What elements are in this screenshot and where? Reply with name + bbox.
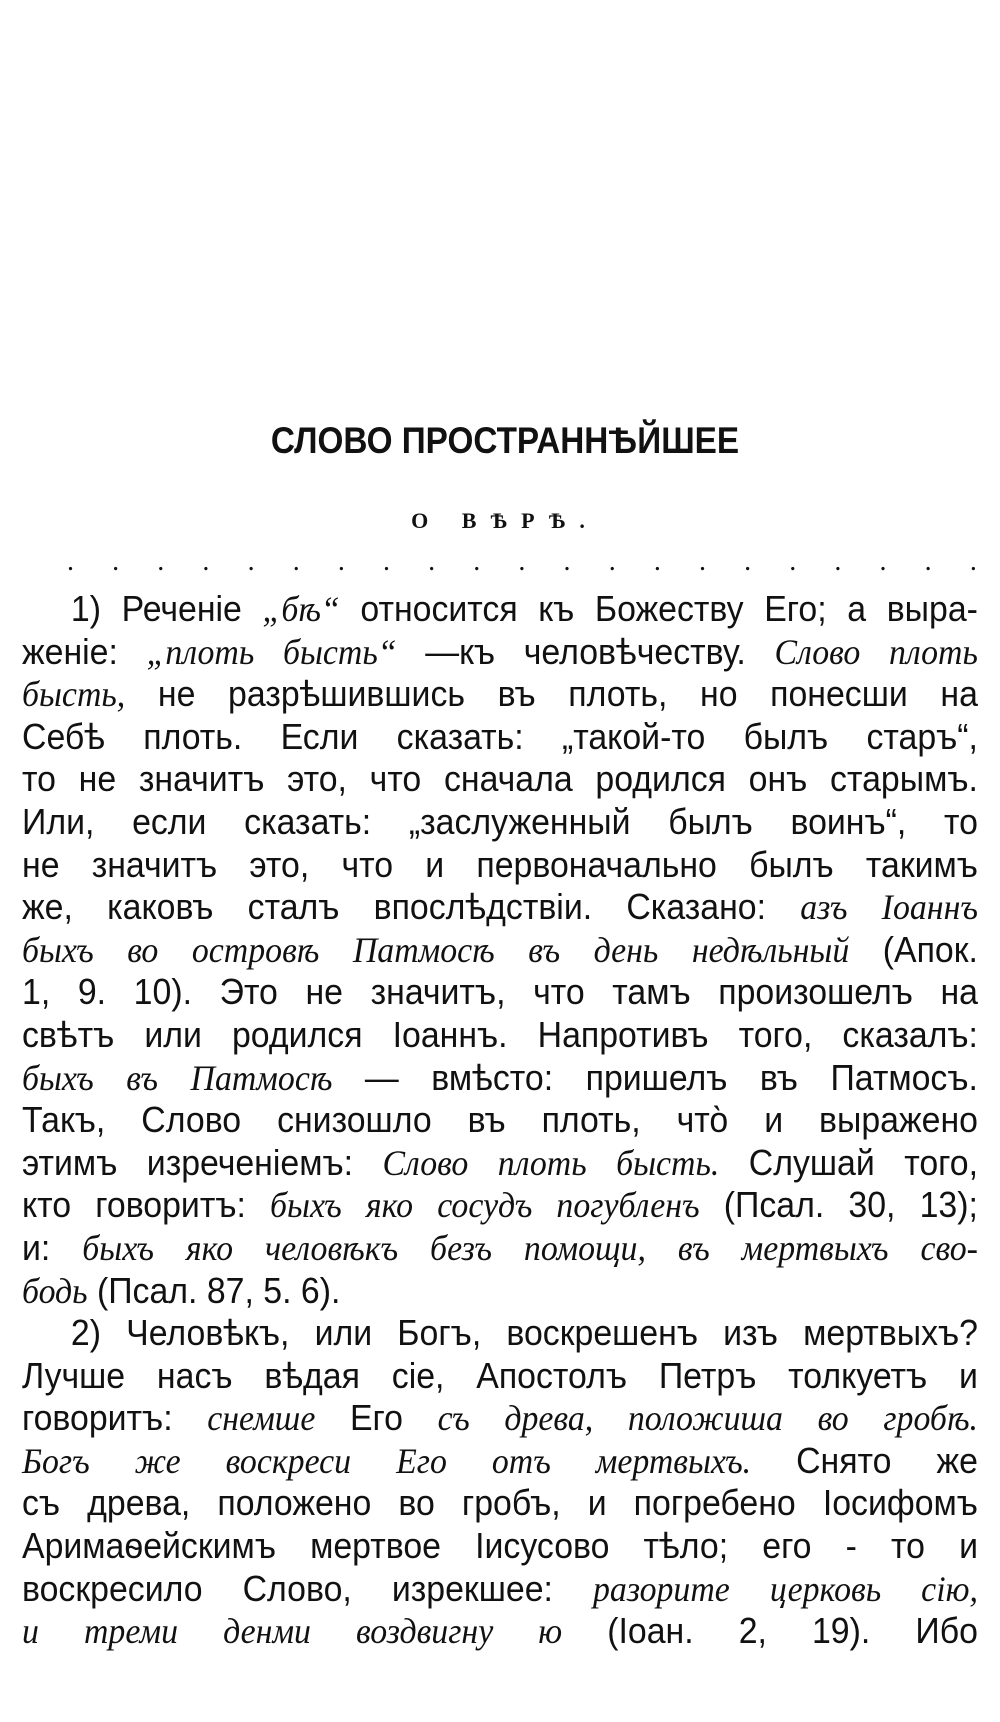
word: на	[940, 673, 978, 715]
separator-dot: .	[924, 546, 932, 577]
text-line	[22, 588, 978, 631]
page-title: СЛОВО ПРОСТРАННѢЙШЕЕ	[270, 420, 740, 461]
word: понесши	[770, 673, 908, 715]
italic-word: „плоть	[146, 631, 255, 672]
italic-word: погубленъ	[556, 1185, 700, 1226]
separator-dot: .	[292, 546, 300, 577]
word: 19).	[811, 1610, 871, 1652]
word: Патмосъ.	[830, 1056, 978, 1098]
text-line	[22, 1270, 978, 1313]
text-line	[22, 886, 978, 929]
italic-word: человѣкъ	[265, 1227, 399, 1268]
word: (Апок.	[882, 928, 978, 970]
word: значитъ,	[370, 971, 506, 1013]
italic-word: Слово	[382, 1142, 469, 1183]
word: Божеству	[594, 588, 744, 629]
word: если	[132, 800, 207, 842]
separator-dot: .	[67, 546, 74, 577]
word: Напротивъ	[537, 1013, 709, 1055]
word: Если	[280, 715, 359, 757]
word: онъ	[748, 758, 808, 800]
separator-dot: .	[202, 546, 210, 577]
word: разрѣшившись	[228, 673, 466, 715]
word: изъ	[723, 1312, 778, 1354]
word: говоритъ:	[22, 1397, 173, 1439]
separator-dot: .	[337, 546, 345, 577]
word: Слушай	[748, 1141, 875, 1183]
word: сказалъ:	[842, 1013, 978, 1055]
word: воскресило	[22, 1567, 203, 1609]
word: гробъ,	[461, 1482, 561, 1524]
separator-dot: .	[382, 546, 390, 577]
word: это,	[249, 843, 310, 885]
text-line	[22, 1057, 978, 1100]
italic-word: воздвигну	[356, 1611, 494, 1652]
word: родился	[231, 1013, 363, 1055]
text-line	[22, 1014, 978, 1057]
word: 13);	[919, 1184, 978, 1226]
word: выра-	[886, 588, 978, 629]
word: значитъ	[91, 843, 218, 885]
word: мертвыхъ?	[803, 1312, 978, 1354]
text-line	[22, 1610, 978, 1653]
word: тамъ	[612, 971, 691, 1013]
italic-word: плоть	[497, 1142, 587, 1183]
word: былъ	[668, 800, 753, 842]
italic-word: снемше	[207, 1398, 316, 1439]
italic-word: Патмосѣ	[190, 1057, 333, 1098]
word: погребено	[633, 1482, 796, 1524]
italic-word: Слово	[774, 631, 861, 672]
word: 5.	[263, 1269, 292, 1311]
word: изреченіемъ:	[146, 1141, 354, 1183]
word: 2,	[738, 1610, 767, 1652]
word: Себѣ	[22, 715, 105, 757]
word: воскрешенъ	[506, 1312, 698, 1354]
word: въ	[467, 1099, 506, 1141]
italic-word: безъ	[430, 1227, 492, 1268]
word: Сказано:	[626, 886, 767, 928]
separator-dot: .	[744, 546, 752, 577]
text-line	[22, 1184, 978, 1227]
italic-word: „бѣ“	[262, 589, 340, 629]
word: а	[847, 588, 867, 629]
italic-word: треми	[83, 1611, 179, 1652]
separator-dot: .	[834, 546, 842, 577]
word: же	[936, 1439, 978, 1481]
word: къ	[538, 588, 575, 629]
word: (Іоан.	[607, 1610, 694, 1652]
text-line	[22, 1312, 978, 1355]
italic-word: въ	[126, 1057, 159, 1098]
text-line	[22, 801, 978, 844]
word: въ	[497, 673, 536, 715]
word: Это	[219, 971, 278, 1013]
word: и	[959, 1525, 978, 1567]
italic-word: азъ	[800, 887, 848, 928]
italic-word: положиша	[627, 1398, 783, 1439]
italic-word: мертвыхъ.	[595, 1440, 752, 1481]
word: того,	[738, 1013, 813, 1055]
italic-word: во	[817, 1398, 849, 1439]
word: Іисусово	[475, 1525, 610, 1567]
word: въ	[759, 1056, 798, 1098]
italic-word: древа,	[504, 1398, 594, 1439]
text-line	[22, 631, 978, 674]
text-line	[22, 1568, 978, 1611]
word: или	[314, 1312, 373, 1354]
text-line	[22, 1355, 978, 1398]
text-line	[22, 1482, 978, 1525]
word: положено	[217, 1482, 372, 1524]
word: сказать:	[244, 800, 372, 842]
separator-dot: .	[473, 546, 481, 577]
word: 30,	[848, 1184, 896, 1226]
separator-dot: .	[653, 546, 661, 577]
word: не	[305, 971, 344, 1013]
italic-word: быхъ	[270, 1185, 342, 1226]
word: же,	[22, 886, 73, 928]
separator-dot: .	[969, 546, 977, 577]
text-line	[22, 1397, 978, 1440]
word: Ибо	[915, 1610, 978, 1652]
word: 6).	[300, 1269, 341, 1311]
italic-word: недѣльный	[691, 929, 850, 970]
word: вѣдая	[264, 1354, 360, 1396]
separator-dot: .	[247, 546, 255, 577]
word: кто	[22, 1184, 72, 1226]
italic-word: Его	[396, 1440, 447, 1481]
italic-word: воскреси	[225, 1440, 352, 1481]
word: что	[341, 843, 394, 885]
word: выражено	[819, 1099, 978, 1141]
italic-word: Іоаннъ	[881, 887, 978, 928]
word: Лучше	[22, 1354, 126, 1396]
word: и	[425, 843, 445, 885]
italic-word: денми	[223, 1611, 311, 1652]
word: что	[533, 971, 585, 1013]
word: Слово,	[242, 1567, 352, 1609]
word: Апостолъ	[476, 1354, 628, 1396]
italic-word: быхъ	[22, 929, 94, 970]
word: Іоаннъ.	[392, 1013, 508, 1055]
italic-word: отъ	[491, 1440, 551, 1481]
word: Богъ,	[397, 1312, 482, 1354]
separator-dot: .	[112, 546, 120, 577]
word: Его	[349, 1397, 403, 1439]
italic-word: бысть.	[616, 1142, 720, 1183]
word: произошелъ	[718, 971, 913, 1013]
word: былъ	[743, 715, 829, 757]
word: пришелъ	[585, 1056, 728, 1098]
text-line	[22, 758, 978, 801]
separator-dot: .	[698, 546, 706, 577]
word: то	[944, 800, 978, 842]
word: былъ	[749, 843, 834, 885]
italic-word: островѣ	[191, 929, 320, 970]
word: Его;	[764, 588, 827, 629]
word: Реченіе	[121, 588, 242, 629]
italic-word: быхъ	[22, 1057, 94, 1098]
word: снизошло	[277, 1099, 432, 1141]
separator-dot: .	[789, 546, 797, 577]
separator-dot: .	[157, 546, 165, 577]
word: Такъ,	[22, 1099, 106, 1141]
text-line	[22, 929, 978, 972]
word: и	[959, 1354, 978, 1396]
word: но	[700, 673, 738, 715]
italic-word: плоть	[889, 631, 978, 672]
word: то	[891, 1525, 925, 1567]
word: этимъ	[22, 1141, 118, 1183]
italic-word: яко	[365, 1185, 414, 1226]
word: человѣчеству.	[523, 630, 746, 672]
italic-word: же	[134, 1440, 181, 1481]
word: старъ“,	[866, 715, 978, 757]
word: относится	[360, 588, 518, 629]
word: во	[398, 1482, 435, 1524]
text-line	[22, 1099, 978, 1142]
word: воинъ“,	[790, 800, 907, 842]
italic-word: сію,	[921, 1568, 978, 1609]
italic-word: съ	[437, 1398, 470, 1439]
word: тѣло;	[643, 1525, 729, 1567]
word: такимъ	[865, 843, 978, 885]
word: плоть,	[541, 1099, 641, 1141]
italic-word: яко	[185, 1227, 234, 1268]
word: „заслуженный	[408, 800, 631, 842]
word: 9.	[77, 971, 107, 1013]
italic-word: быхъ	[82, 1227, 154, 1268]
separator-dot: .	[879, 546, 887, 577]
word: Человѣкъ,	[126, 1312, 290, 1354]
word: сначала	[443, 758, 573, 800]
word: и	[764, 1099, 784, 1141]
word: -	[845, 1525, 857, 1567]
word: насъ	[156, 1354, 233, 1396]
italic-word: въ	[677, 1227, 710, 1268]
word: его	[762, 1525, 812, 1567]
word: плоть.	[143, 715, 243, 757]
italic-word: бысть,	[22, 674, 126, 715]
word: это,	[287, 758, 347, 800]
separator-dot: .	[518, 546, 526, 577]
word: (Псал.	[723, 1184, 825, 1226]
word: древа,	[87, 1482, 191, 1524]
word: того,	[904, 1141, 978, 1183]
word: родился	[595, 758, 726, 800]
word: старымъ.	[830, 758, 978, 800]
text-line	[22, 1227, 978, 1270]
italic-word: во	[127, 929, 159, 970]
word: и	[587, 1482, 607, 1524]
word: 2)	[70, 1312, 101, 1354]
text-line	[22, 1142, 978, 1185]
word: сталъ	[247, 886, 340, 928]
italic-word: бодь	[22, 1270, 88, 1311]
word: „такой-то	[561, 715, 706, 757]
text-line	[22, 1440, 978, 1483]
word: (Псал.	[96, 1269, 198, 1311]
word: не	[78, 758, 117, 800]
word: толкуетъ	[788, 1354, 928, 1396]
word: 87,	[206, 1269, 254, 1311]
italic-word: день	[593, 929, 659, 970]
italic-word: Патмосѣ	[352, 929, 495, 970]
word: Или,	[22, 800, 95, 842]
italic-word: бысть“	[282, 631, 397, 672]
word: не	[157, 673, 196, 715]
word: Слово	[141, 1099, 242, 1141]
word: и:	[22, 1226, 51, 1268]
word: —	[364, 1056, 399, 1098]
word: плоть,	[568, 673, 668, 715]
word: изрекшее:	[391, 1567, 553, 1609]
body-text	[22, 588, 978, 1653]
book-page	[22, 0, 988, 1722]
italic-word: помощи,	[523, 1227, 646, 1268]
italic-word: церковь	[769, 1568, 882, 1609]
word: Петръ	[658, 1354, 757, 1396]
text-line	[22, 673, 978, 716]
text-line	[22, 716, 978, 759]
word: свѣтъ	[22, 1013, 115, 1055]
word: каковъ	[107, 886, 214, 928]
word: мертвое	[310, 1525, 442, 1567]
word: вмѣсто:	[431, 1056, 554, 1098]
word: Іосифомъ	[822, 1482, 978, 1524]
word: Снято	[796, 1439, 892, 1481]
word: 1)	[70, 588, 101, 629]
italic-word: въ	[528, 929, 561, 970]
word: на	[940, 971, 978, 1013]
italic-word: Богъ	[22, 1440, 90, 1481]
word: Аримаѳейскимъ	[22, 1525, 276, 1567]
text-line	[22, 844, 978, 887]
italic-word: мертвыхъ	[741, 1227, 889, 1268]
dotted-separator	[67, 546, 977, 577]
word: сказать:	[396, 715, 524, 757]
word: 10).	[133, 971, 193, 1013]
word: сіе,	[391, 1354, 445, 1396]
word: первоначально	[476, 843, 717, 885]
word: то	[22, 758, 56, 800]
word: впослѣдствіи.	[373, 886, 593, 928]
separator-dot: .	[608, 546, 616, 577]
word: что̀	[676, 1099, 729, 1141]
separator-dot: .	[428, 546, 436, 577]
italic-word: разорите	[592, 1568, 730, 1609]
word: что	[369, 758, 422, 800]
word: женіе:	[22, 630, 118, 672]
italic-word: и	[22, 1611, 39, 1652]
word: —къ	[425, 630, 496, 672]
italic-word: сосудъ	[437, 1185, 533, 1226]
page-subtitle: О ВѢРѢ.	[411, 508, 599, 533]
italic-word: сво-	[920, 1227, 978, 1268]
word: 1,	[22, 971, 51, 1013]
italic-word: гробѣ.	[883, 1398, 978, 1439]
text-line	[22, 1525, 978, 1568]
word: съ	[22, 1482, 61, 1524]
word: говоритъ:	[95, 1184, 246, 1226]
separator-dot: .	[563, 546, 571, 577]
text-line	[22, 971, 978, 1014]
word: не	[22, 843, 60, 885]
word: значитъ	[138, 758, 265, 800]
italic-word: ю	[538, 1611, 563, 1652]
word: или	[144, 1013, 202, 1055]
